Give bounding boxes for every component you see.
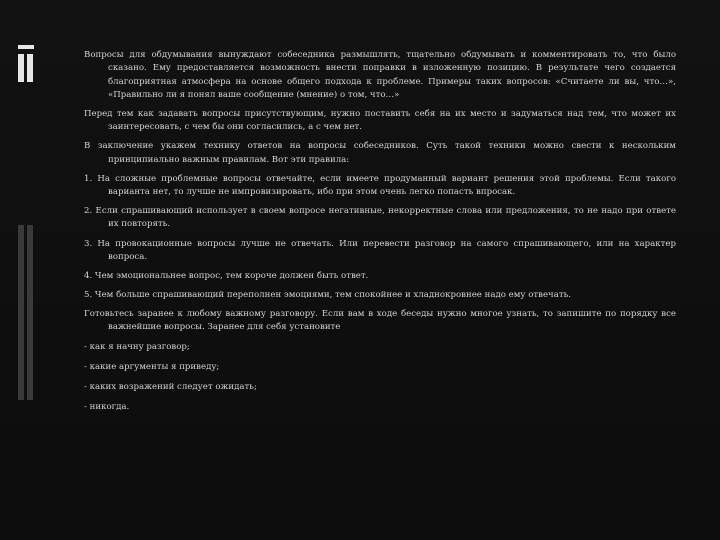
deco-bar — [27, 225, 33, 400]
paragraph: Вопросы для обдумывания вынуждают собеседника размышлять, тщательно обдумывать и комментировать то, что было сказано. Ему предоставляется возможность внести поправки в изложенную позицию. В результате чего создается благоприятная атмосфера на основе общего подхода к проблеме. Примеры таких вопросов: «Считаете ли вы, что…», «Правильно ли я понял ваше сообщение (мнение) о том, что…» — [84, 50, 676, 100]
rule-5: 5. Чем больше спрашивающий переполнен эмоциями, тем спокойнее и хладнокровнее надо ему отвечать. — [84, 290, 572, 301]
text-body — [84, 49, 676, 422]
rule-4: 4. Чем эмоциональнее вопрос, тем короче должен быть ответ. — [84, 270, 369, 281]
deco-bar — [18, 225, 24, 400]
deco-bar — [18, 54, 24, 82]
rule-2: 2. Если спрашивающий использует в своем вопросе негативные, некорректные слова или предложения, то не надо при ответе их повторять. — [84, 206, 676, 230]
list-item: - никогда. — [84, 402, 130, 413]
rule-1: 1. На сложные проблемные вопросы отвечайте, если имеете продуманный вариант решения этой проблемы. Если такого варианта нет, то лучше не импровизировать, ибо при этом очень легко попасть впросак. — [84, 173, 676, 198]
paragraph: В заключение укажем технику ответов на вопросы собеседников. Суть такой техники можно свести к нескольким принципиально важным правилам. Вот эти правила: — [84, 141, 676, 165]
decorative-side-bars — [0, 0, 40, 540]
deco-bar — [27, 54, 33, 82]
list-item: - каких возражений следует ожидать; — [84, 382, 257, 393]
paragraph: Готовьтесь заранее к любому важному разговору. Если вам в ходе беседы нужно многое узнать, то запишите по порядку все важнейшие вопросы. Заранее для себя установите — [84, 309, 676, 333]
list-item: - как я начну разговор; — [84, 341, 190, 352]
paragraph: Перед тем как задавать вопросы присутствующим, нужно поставить себя на их место и задуматься над тем, что может их заинтересовать, с чем бы они согласились, а с чем нет. — [84, 108, 676, 133]
rule-3: 3. На провокационные вопросы лучше не отвечать. Или перевести разговор на самого спрашивающего, или на характер вопроса. — [84, 238, 676, 262]
list-item: - какие аргументы я приведу; — [84, 361, 220, 372]
deco-bar — [18, 45, 34, 49]
